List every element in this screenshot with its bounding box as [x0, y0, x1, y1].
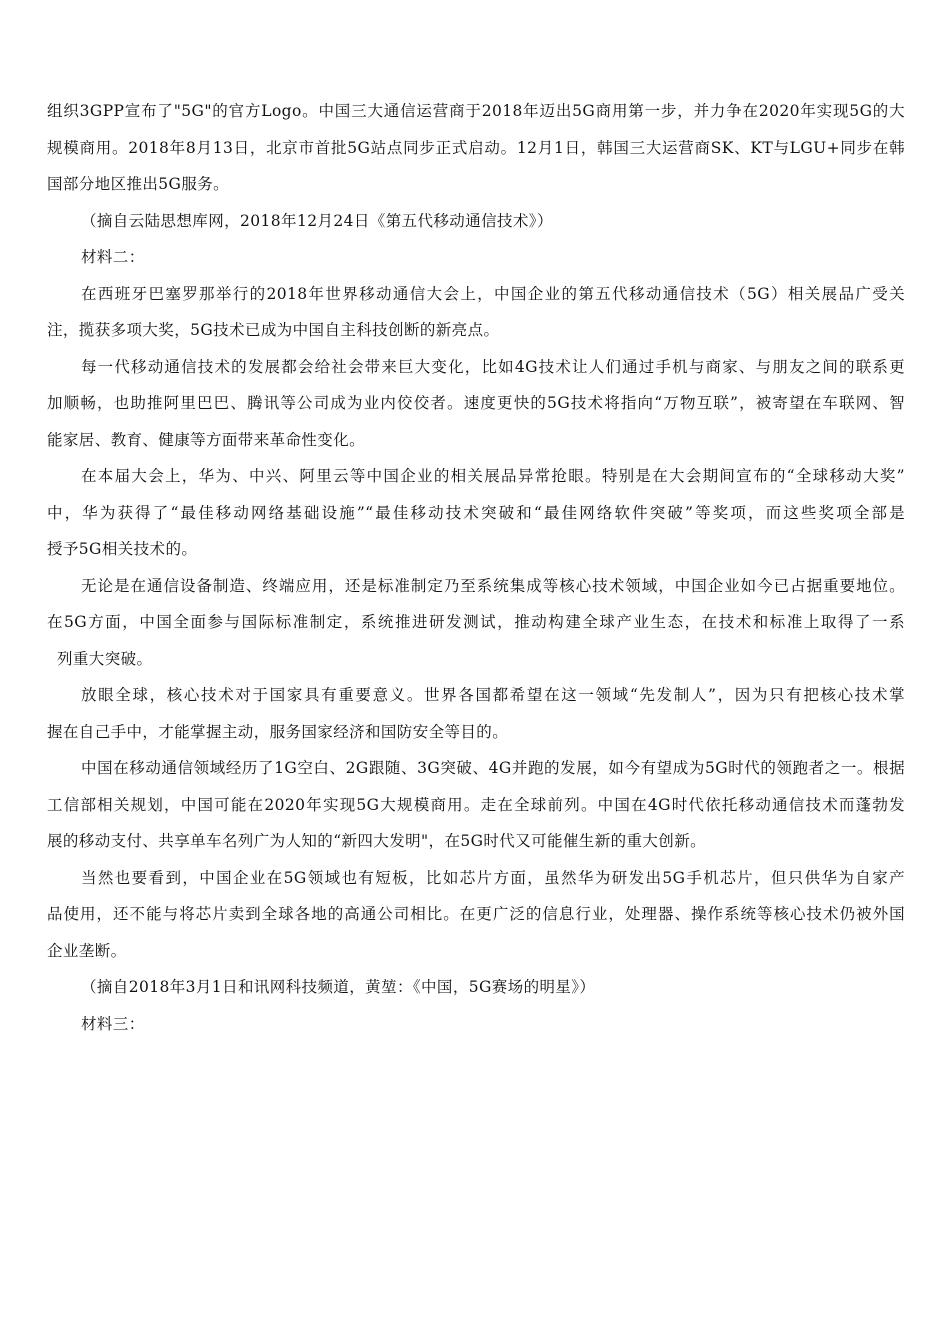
text-line: 企业垄断。 — [47, 941, 127, 960]
text-line: 授予5G相关技术的。 — [47, 540, 198, 558]
source-citation: （摘自云陆思想库网，2018年12月24日《第五代移动通信技术》） — [81, 211, 553, 230]
material-heading: 材料三： — [81, 1014, 145, 1033]
text-line: 列重大突破。 — [57, 649, 153, 668]
text-line: 国部分地区推出5G服务。 — [47, 175, 230, 193]
text-line: 每一代移动通信技术的发展都会给社会带来巨大变化，比如4G技术让人们通过手机与商家、与朋友之间的联系更 — [81, 357, 905, 376]
document-page — [47, 93, 905, 1042]
text-line: 规模商用。2018年8月13日，北京市首批5G站点同步正式启动。12月1日，韩国三大运营商SK、KT与LGU+同步在韩 — [47, 138, 905, 157]
text-line: 加顺畅，也助推阿里巴巴、腾讯等公司成为业内佼佼者。速度更快的5G技术将指向“万物互联”，被寄望在车联网、智 — [47, 394, 905, 412]
text-line: 在西班牙巴塞罗那举行的2018年世界移动通信大会上，中国企业的第五代移动通信技术（5G）相关展品广受关 — [81, 284, 905, 303]
text-line: 中国在移动通信领域经历了1G空白、2G跟随、3G突破、4G并跑的发展，如今有望成为5G时代的领跑者之一。根据 — [81, 759, 905, 777]
text-line: 组织3GPP宣布了"5G"的官方Logo。中国三大通信运营商于2018年迈出5G商用第一步，并力争在2020年实现5G的大 — [47, 102, 905, 120]
text-line: 注，揽获多项大奖，5G技术已成为中国自主科技创断的新亮点。 — [47, 321, 500, 339]
text-line: 能家居、教育、健康等方面带来革命性变化。 — [47, 430, 366, 449]
text-line: 展的移动支付、共享单车名列广为人知的“新四大发明"，在5G时代又可能催生新的重大创新。 — [47, 832, 706, 850]
text-line: 无论是在通信设备制造、终端应用，还是标准制定乃至系统集成等核心技术领域，中国企业如今已占据重要地位。 — [81, 576, 905, 595]
text-line: 在本届大会上，华为、中兴、阿里云等中国企业的相关展品异常抢眼。特别是在大会期间宣布的“全球移动大奖” — [81, 467, 905, 485]
text-line: 当然也要看到，中国企业在5G领域也有短板，比如芯片方面，虽然华为研发出5G手机芯片，但只供华为自家产 — [81, 868, 905, 887]
text-line: 握在自己手中，才能掌握主动，服务国家经济和国防安全等目的。 — [47, 722, 509, 741]
text-line: 在5G方面，中国全面参与国际标准制定，系统推进研发测试，推动构建全球产业生态，在技术和标准上取得了一系 — [47, 613, 905, 631]
text-line: 放眼全球，核心技术对于国家具有重要意义。世界各国都希望在这一领域“先发制人”，因为只有把核心技术掌 — [81, 686, 905, 704]
text-line: 品使用，还不能与将芯片卖到全球各地的高通公司相比。在更广泛的信息行业，处理器、操作系统等核心技术仍被外国 — [47, 905, 905, 923]
text-line: 工信部相关规划，中国可能在2020年实现5G大规模商用。走在全球前列。中国在4G时代依托移动通信技术而蓬勃发 — [47, 795, 905, 814]
material-heading: 材料二： — [81, 248, 145, 266]
source-citation: （摘自2018年3月1日和讯网科技频道，黄堃：《中国，5G赛场的明星》） — [81, 978, 596, 996]
text-line: 中，华为获得了“最佳移动网络基础设施”“最佳移动技术突破和“最佳网络软件突破”等奖项，而这些奖项全部是 — [47, 503, 905, 522]
